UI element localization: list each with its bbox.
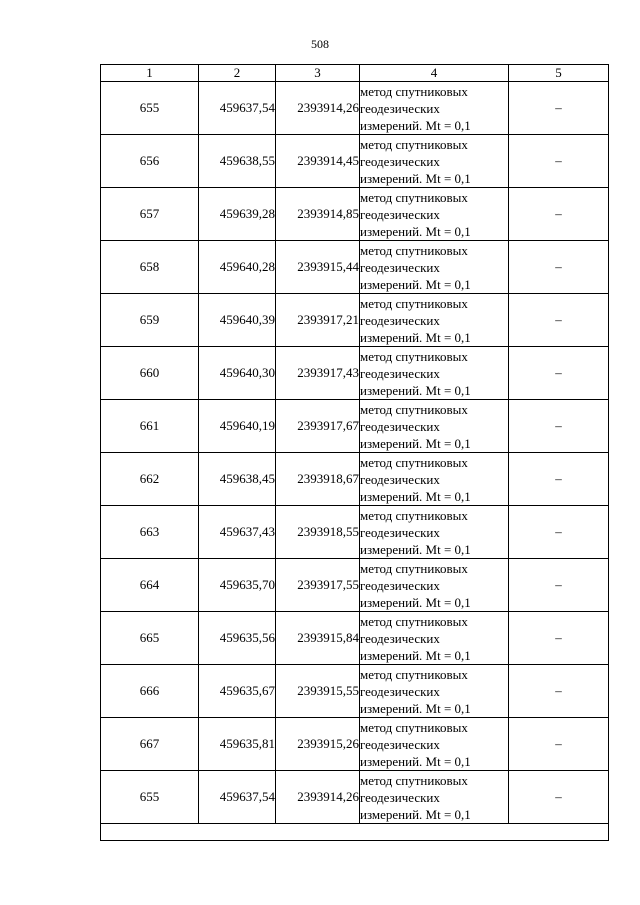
method-line: измерений. Mt = 0,1 [360, 382, 471, 398]
column-header-4: 4 [360, 65, 509, 82]
method-cell [360, 506, 509, 559]
table-row [101, 241, 609, 294]
method-cell [360, 294, 509, 347]
note-cell: – [509, 135, 609, 188]
note-cell: – [509, 294, 609, 347]
point-number-cell: 659 [101, 294, 199, 347]
y-coordinate-cell: 2393917,55 [276, 559, 360, 612]
empty-table-row [101, 824, 609, 841]
column-header-1: 1 [101, 65, 199, 82]
method-line: геодезических [360, 259, 440, 275]
table-row [101, 612, 609, 665]
note-cell: – [509, 188, 609, 241]
y-coordinate-cell: 2393917,21 [276, 294, 360, 347]
x-coordinate-cell: 459640,19 [199, 400, 276, 453]
y-coordinate-cell: 2393915,55 [276, 665, 360, 718]
x-coordinate-cell: 459635,56 [199, 612, 276, 665]
method-line: метод спутниковых [360, 83, 468, 99]
page-number: 508 [311, 37, 329, 51]
column-header-2: 2 [199, 65, 276, 82]
method-line: метод спутниковых [360, 719, 468, 735]
x-coordinate-cell: 459639,28 [199, 188, 276, 241]
method-line: измерений. Mt = 0,1 [360, 647, 471, 663]
x-coordinate-cell: 459640,39 [199, 294, 276, 347]
method-line: метод спутниковых [360, 189, 468, 205]
table-header-row [101, 65, 609, 82]
method-line: метод спутниковых [360, 613, 468, 629]
method-line: метод спутниковых [360, 666, 468, 682]
note-cell: – [509, 665, 609, 718]
y-coordinate-cell: 2393915,84 [276, 612, 360, 665]
empty-cell [101, 824, 609, 841]
table-row [101, 135, 609, 188]
method-line: измерений. Mt = 0,1 [360, 488, 471, 504]
point-number-cell: 663 [101, 506, 199, 559]
method-line: метод спутниковых [360, 295, 468, 311]
note-cell: – [509, 82, 609, 135]
table-row [101, 400, 609, 453]
note-cell: – [509, 241, 609, 294]
method-line: измерений. Mt = 0,1 [360, 700, 471, 716]
y-coordinate-cell: 2393915,44 [276, 241, 360, 294]
method-line: метод спутниковых [360, 454, 468, 470]
method-cell [360, 135, 509, 188]
table-row [101, 771, 609, 824]
note-cell: – [509, 771, 609, 824]
y-coordinate-cell: 2393915,26 [276, 718, 360, 771]
method-line: метод спутниковых [360, 136, 468, 152]
method-line: геодезических [360, 206, 440, 222]
x-coordinate-cell: 459635,81 [199, 718, 276, 771]
method-line: геодезических [360, 153, 440, 169]
method-cell [360, 400, 509, 453]
method-line: геодезических [360, 365, 440, 381]
method-cell [360, 665, 509, 718]
method-line: геодезических [360, 471, 440, 487]
method-line: метод спутниковых [360, 242, 468, 258]
method-line: метод спутниковых [360, 401, 468, 417]
point-number-cell: 657 [101, 188, 199, 241]
x-coordinate-cell: 459637,43 [199, 506, 276, 559]
table-row [101, 718, 609, 771]
method-line: геодезических [360, 524, 440, 540]
y-coordinate-cell: 2393918,55 [276, 506, 360, 559]
x-coordinate-cell: 459637,54 [199, 771, 276, 824]
table-row [101, 506, 609, 559]
method-cell [360, 188, 509, 241]
point-number-cell: 661 [101, 400, 199, 453]
method-cell [360, 453, 509, 506]
method-cell [360, 241, 509, 294]
method-line: измерений. Mt = 0,1 [360, 223, 471, 239]
table-row [101, 453, 609, 506]
note-cell: – [509, 612, 609, 665]
method-line: геодезических [360, 683, 440, 699]
column-header-3: 3 [276, 65, 360, 82]
note-cell: – [509, 400, 609, 453]
y-coordinate-cell: 2393917,43 [276, 347, 360, 400]
point-number-cell: 658 [101, 241, 199, 294]
point-number-cell: 665 [101, 612, 199, 665]
y-coordinate-cell: 2393918,67 [276, 453, 360, 506]
x-coordinate-cell: 459640,28 [199, 241, 276, 294]
note-cell: – [509, 347, 609, 400]
method-line: геодезических [360, 630, 440, 646]
table-row [101, 665, 609, 718]
x-coordinate-cell: 459635,70 [199, 559, 276, 612]
table-row [101, 82, 609, 135]
table-row [101, 347, 609, 400]
point-number-cell: 655 [101, 82, 199, 135]
point-number-cell: 662 [101, 453, 199, 506]
y-coordinate-cell: 2393914,45 [276, 135, 360, 188]
method-cell [360, 718, 509, 771]
method-cell [360, 559, 509, 612]
method-line: метод спутниковых [360, 507, 468, 523]
table-row [101, 559, 609, 612]
note-cell: – [509, 559, 609, 612]
method-line: измерений. Mt = 0,1 [360, 276, 471, 292]
table-row [101, 188, 609, 241]
y-coordinate-cell: 2393914,85 [276, 188, 360, 241]
point-number-cell: 660 [101, 347, 199, 400]
y-coordinate-cell: 2393917,67 [276, 400, 360, 453]
point-number-cell: 655 [101, 771, 199, 824]
point-number-cell: 666 [101, 665, 199, 718]
x-coordinate-cell: 459638,55 [199, 135, 276, 188]
method-line: измерений. Mt = 0,1 [360, 541, 471, 557]
method-line: измерений. Mt = 0,1 [360, 329, 471, 345]
method-line: измерений. Mt = 0,1 [360, 806, 471, 822]
method-line: метод спутниковых [360, 560, 468, 576]
method-line: геодезических [360, 789, 440, 805]
x-coordinate-cell: 459635,67 [199, 665, 276, 718]
note-cell: – [509, 718, 609, 771]
method-line: измерений. Mt = 0,1 [360, 117, 471, 133]
method-line: измерений. Mt = 0,1 [360, 594, 471, 610]
method-cell [360, 771, 509, 824]
table-row [101, 294, 609, 347]
point-number-cell: 667 [101, 718, 199, 771]
method-line: метод спутниковых [360, 348, 468, 364]
x-coordinate-cell: 459640,30 [199, 347, 276, 400]
method-line: геодезических [360, 418, 440, 434]
column-header-5: 5 [509, 65, 609, 82]
point-number-cell: 656 [101, 135, 199, 188]
y-coordinate-cell: 2393914,26 [276, 771, 360, 824]
coordinates-table [100, 64, 609, 841]
method-line: геодезических [360, 312, 440, 328]
method-line: измерений. Mt = 0,1 [360, 753, 471, 769]
method-cell [360, 612, 509, 665]
x-coordinate-cell: 459637,54 [199, 82, 276, 135]
method-cell [360, 82, 509, 135]
method-line: геодезических [360, 736, 440, 752]
point-number-cell: 664 [101, 559, 199, 612]
method-cell [360, 347, 509, 400]
y-coordinate-cell: 2393914,26 [276, 82, 360, 135]
method-line: метод спутниковых [360, 772, 468, 788]
method-line: измерений. Mt = 0,1 [360, 435, 471, 451]
method-line: геодезических [360, 100, 440, 116]
method-line: измерений. Mt = 0,1 [360, 170, 471, 186]
x-coordinate-cell: 459638,45 [199, 453, 276, 506]
note-cell: – [509, 453, 609, 506]
method-line: геодезических [360, 577, 440, 593]
note-cell: – [509, 506, 609, 559]
